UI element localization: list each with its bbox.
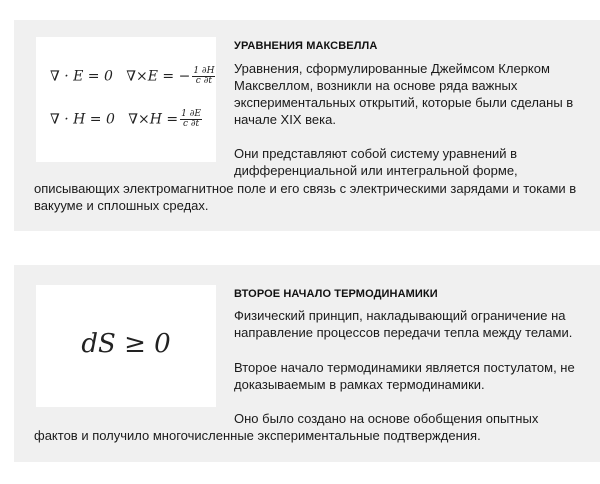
thermo-paragraph-3-continued: фактов и получило многочисленные экспериментальные подтверждения. <box>34 428 481 443</box>
thermo-paragraph-3: Оно было создано на основе обобщения опытных <box>234 411 539 426</box>
fraction-de-dt: $\frac{1 \partial E}{c \partial t}$ <box>181 109 201 129</box>
entropy-formula-image <box>36 285 216 407</box>
maxwell-equation-line-2 <box>50 110 202 129</box>
maxwell-paragraph-2: Они представляют собой систему уравнений в дифференциальной или интегральной форме, <box>234 146 518 178</box>
thermo-paragraph-2: Второе начало термодинамики является постулатом, не доказываемым в рамках термодинамики. <box>234 360 575 392</box>
divergence-h: ∇ · H = 0 <box>50 111 115 128</box>
section-title: УРАВНЕНИЯ МАКСВЕЛЛА <box>234 40 378 52</box>
maxwell-equation-line-1 <box>50 67 215 86</box>
thermodynamics-card <box>14 265 600 462</box>
thermo-paragraph-1: Физический принцип, накладывающий ограничение на направление процессов передачи тепла между телами. <box>234 308 573 340</box>
divergence-e: ∇ · E = 0 <box>50 68 113 85</box>
maxwell-equations-image <box>36 37 216 162</box>
curl-e: ∇×E = − <box>126 68 191 85</box>
maxwell-paragraph-1: Уравнения, сформулированные Джеймсом Клерком Максвеллом, возникли на основе ряда важных экспериментальных открытий, которые были сделаны в начале XIX века. <box>234 61 574 127</box>
section-title: ВТОРОЕ НАЧАЛО ТЕРМОДИНАМИКИ <box>234 288 438 300</box>
fraction-dh-dt: $\frac{1 \partial H}{c \partial t}$ <box>193 66 215 86</box>
curl-h: ∇×H = <box>128 111 179 128</box>
entropy-inequality: dS ≥ 0 <box>81 329 171 359</box>
maxwell-card <box>14 20 600 231</box>
maxwell-paragraph-2-continued: описывающих электромагнитное поле и его связь с электрическими зарядами и токами в вакууме и сплошных средах. <box>34 181 577 213</box>
